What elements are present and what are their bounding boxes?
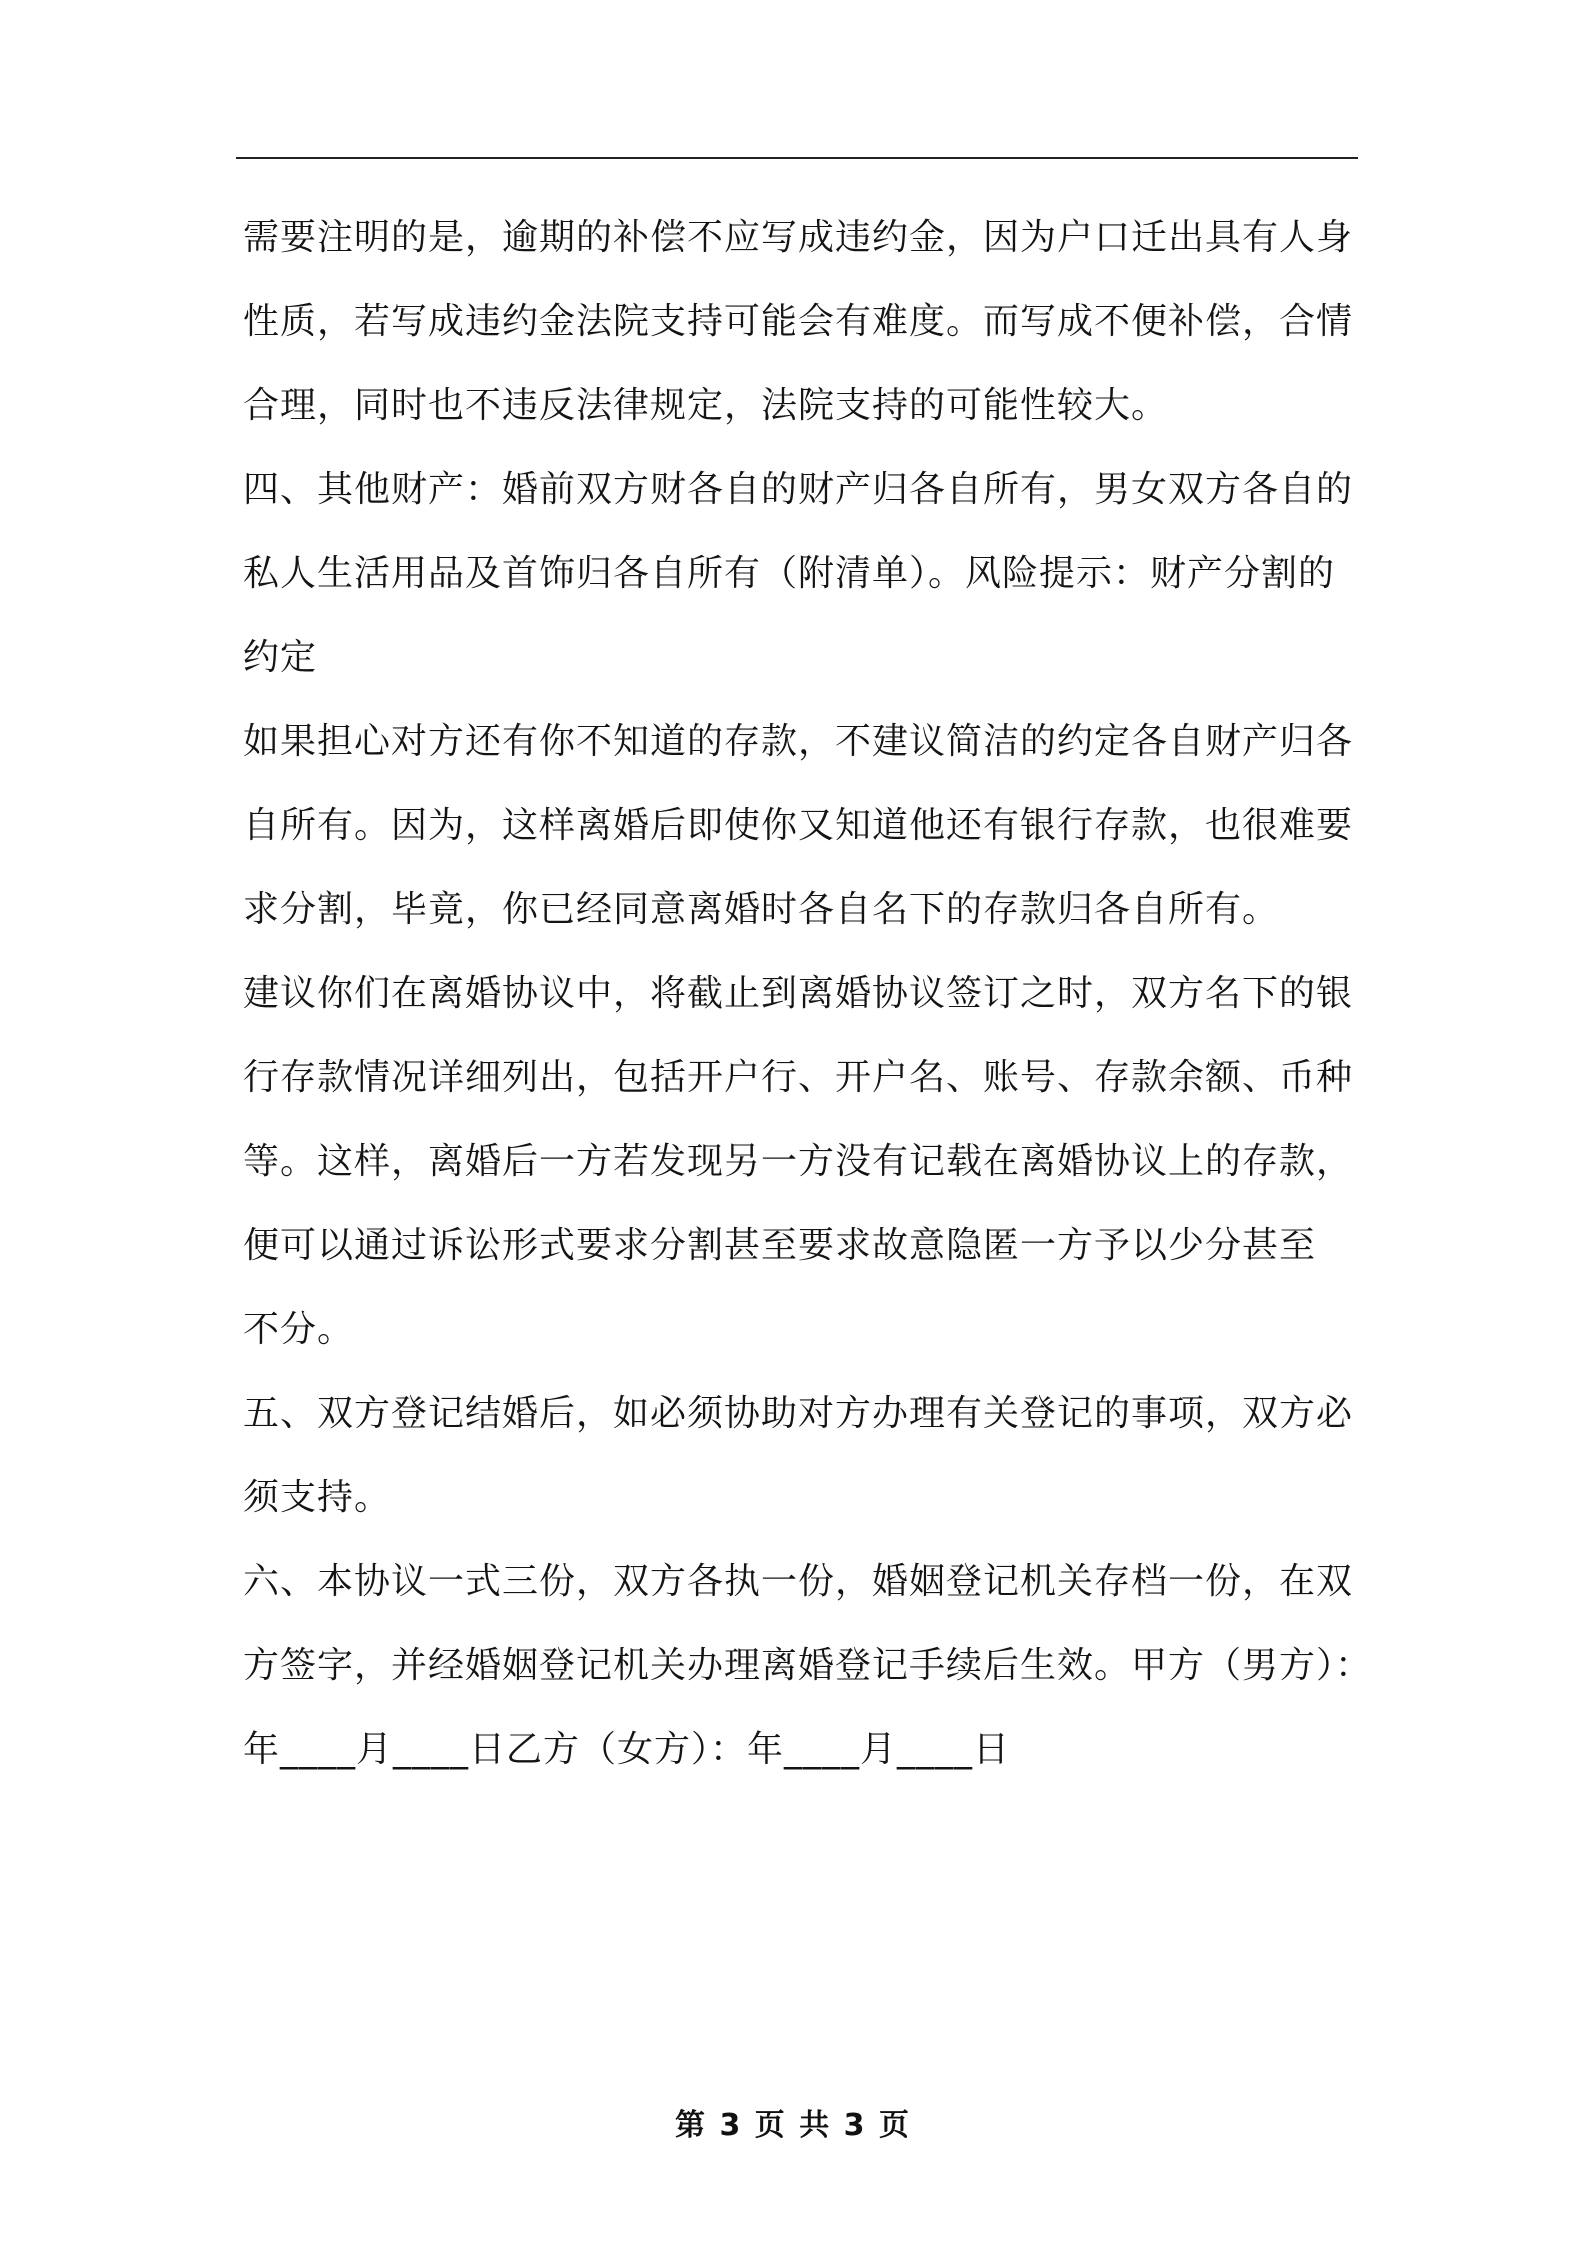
text-line: 建议你们在离婚协议中，将截止到离婚协议签订之时，双方名下的银 [243, 973, 1354, 1014]
text-line: 等。这样，离婚后一方若发现另一方没有记载在离婚协议上的存款， [243, 1141, 1354, 1182]
header-divider [236, 157, 1358, 159]
text-line: 约定 [243, 637, 318, 678]
text-line: 年____月____日乙方（女方）：年____月____日 [243, 1729, 1011, 1770]
text-line: 行存款情况详细列出，包括开户行、开户名、账号、存款余额、币种 [243, 1057, 1354, 1098]
text-line: 如果担心对方还有你不知道的存款，不建议简洁的约定各自财产归各 [243, 721, 1354, 762]
text-line: 需要注明的是，逾期的补偿不应写成违约金，因为户口迁出具有人身 [243, 217, 1354, 258]
page-number: 第 3 页 共 3 页 [675, 2108, 911, 2143]
text-line: 不分。 [243, 1309, 355, 1350]
document-body [243, 196, 1373, 1792]
text-line: 求分割，毕竟，你已经同意离婚时各自名下的存款归各自所有。 [243, 889, 1280, 930]
text-line: 须支持。 [243, 1477, 392, 1518]
text-line: 自所有。因为，这样离婚后即使你又知道他还有银行存款，也很难要 [243, 805, 1354, 846]
text-line: 六、本协议一式三份，双方各执一份，婚姻登记机关存档一份，在双 [243, 1561, 1354, 1602]
text-line: 性质，若写成违约金法院支持可能会有难度。而写成不便补偿，合情 [243, 301, 1354, 342]
text-line: 便可以通过诉讼形式要求分割甚至要求故意隐匿一方予以少分甚至 [243, 1225, 1317, 1266]
text-line: 合理，同时也不违反法律规定，法院支持的可能性较大。 [243, 385, 1169, 426]
text-line: 私人生活用品及首饰归各自所有（附清单）。风险提示：财产分割的 [243, 553, 1336, 594]
text-line: 五、双方登记结婚后，如必须协助对方办理有关登记的事项，双方必 [243, 1393, 1354, 1434]
text-line: 方签字，并经婚姻登记机关办理离婚登记手续后生效。甲方（男方）： [243, 1645, 1373, 1686]
text-line: 四、其他财产：婚前双方财各自的财产归各自所有，男女双方各自的 [243, 469, 1354, 510]
